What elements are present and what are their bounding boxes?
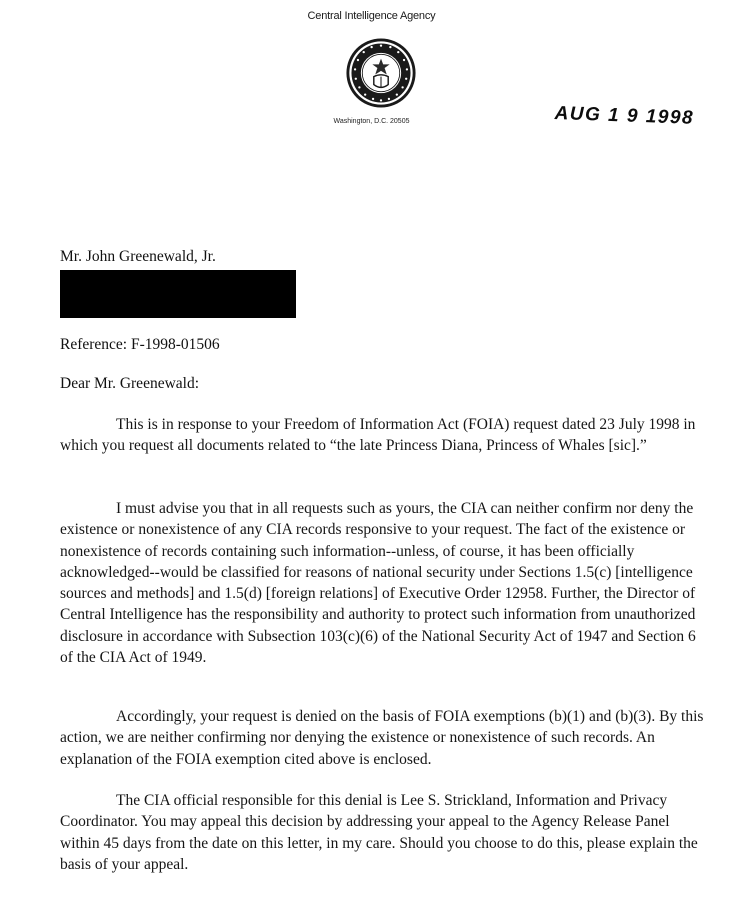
reference-number: Reference: F-1998-01506: [60, 336, 220, 353]
agency-name: Central Intelligence Agency: [307, 10, 436, 22]
salutation: Dear Mr. Greenewald:: [60, 375, 200, 392]
cia-seal-icon: [345, 37, 417, 109]
body-paragraph-4: The CIA official responsible for this denial is Lee S. Strickland, Information and Privacy Coordinator. You may appeal this decision by addressing your appeal to the Agency Release Panel within 45 days from the date on this letter, in my care. Should you choose to do this, please explain the basis of your appeal.: [60, 792, 698, 873]
agency-address: Washington, D.C. 20505: [333, 118, 410, 125]
body-paragraph-1: This is in response to your Freedom of Information Act (FOIA) request dated 23 July 1998 in which you request all documents related to “the late Princess Diana, Princess of Whales [sic].”: [60, 416, 696, 455]
redacted-address-block: [60, 270, 296, 318]
recipient-name: Mr. John Greenewald, Jr.: [60, 248, 216, 265]
body-paragraph-3: Accordingly, your request is denied on the basis of FOIA exemptions (b)(1) and (b)(3). By this action, we are neither confirming nor denying the existence or nonexistence of such records. An explanation of the FOIA exemption cited above is enclosed.: [60, 708, 704, 768]
body-paragraph-2: I must advise you that in all requests such as yours, the CIA can neither confirm nor deny the existence or nonexistence of any CIA records responsive to your request. The fact of the existence or nonexistence of records containing such information--unless, of course, it has been officially acknowledged--would be classified for reasons of national security under Sections 1.5(c) [intelligence sources and methods] and 1.5(d) [foreign relations] of Executive Order 12958. Further, the Director of Central Intelligence has the responsibility and authority to protect such information from unauthorized disclosure in accordance with Subsection 103(c)(6) of the National Security Act of 1947 and Section 6 of the CIA Act of 1949.: [60, 500, 696, 667]
date-stamp: AUG 1 9 1998: [554, 103, 695, 129]
